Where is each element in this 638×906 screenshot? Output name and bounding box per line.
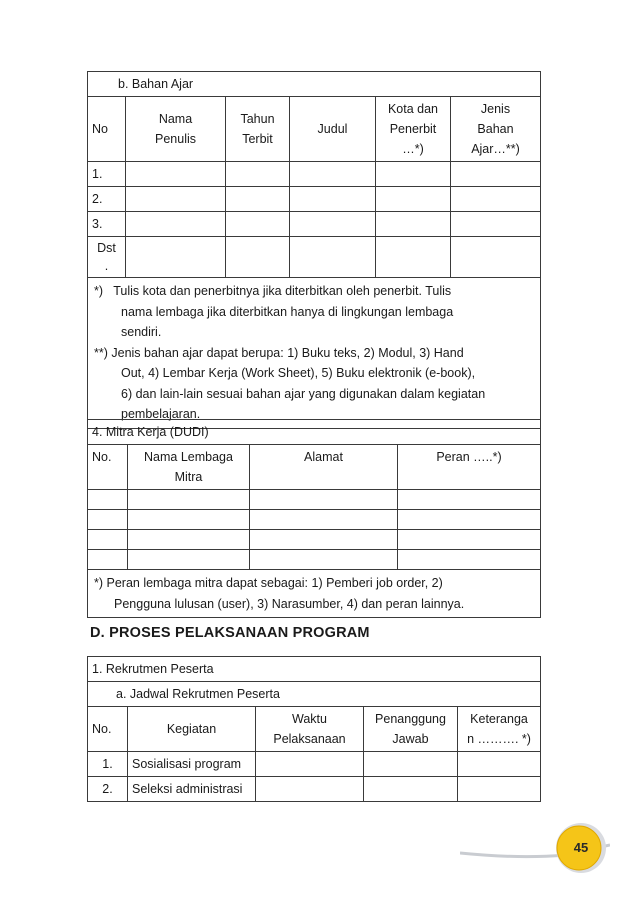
- header-jenis-bahan: Jenis Bahan Ajar…**): [451, 97, 541, 162]
- table-row: [88, 237, 541, 278]
- note-2-line-3: 6) dan lain-lain sesuai bahan ajar yang digunakan dalam kegiatan: [121, 386, 486, 401]
- bahan-ajar-notes: [88, 278, 541, 429]
- row-number: 2.: [88, 187, 126, 212]
- row-number: 2.: [88, 777, 128, 802]
- header-kegiatan: Kegiatan: [128, 707, 256, 752]
- note-1-line-1: *) Tulis kota dan penerbitnya jika diterbitkan oleh penerbit. Tulis: [94, 284, 452, 298]
- header-keterangan: Keteranga n ………. *): [458, 707, 541, 752]
- mitra-title: 4. Mitra Kerja (DUDI): [88, 420, 541, 445]
- header-no: No.: [88, 707, 128, 752]
- note-2-line-1: **) Jenis bahan ajar dapat berupa: 1) Buku teks, 2) Modul, 3) Hand: [94, 345, 464, 360]
- header-penanggung-jawab: Penanggung Jawab: [364, 707, 458, 752]
- header-no: No: [88, 97, 126, 162]
- note-1-line-3: sendiri.: [121, 325, 162, 339]
- row-kegiatan: Seleksi administrasi: [128, 777, 256, 802]
- mitra-note-line-2: Pengguna lulusan (user), 3) Narasumber, 4) dan peran lainnya.: [114, 596, 465, 611]
- note-2-line-4: pembelajaran.: [121, 407, 201, 421]
- row-number: 1.: [88, 752, 128, 777]
- mitra-note-line-1: *) Peran lembaga mitra dapat sebagai: 1) Pemberi job order, 2): [94, 576, 443, 590]
- rekrutmen-header-row: [88, 707, 541, 752]
- note-1-line-2: nama lembaga jika diterbitkan hanya di lingkungan lembaga: [121, 304, 454, 319]
- table-row: [88, 162, 541, 187]
- row-number: 1.: [88, 162, 126, 187]
- header-no: No.: [88, 445, 128, 490]
- mitra-note: [88, 570, 541, 618]
- rekrutmen-title: 1. Rekrutmen Peserta: [88, 657, 541, 682]
- row-kegiatan: Sosialisasi program: [128, 752, 256, 777]
- header-tahun-terbit: Tahun Terbit: [226, 97, 290, 162]
- row-number-dst: Dst .: [88, 237, 126, 278]
- bahan-ajar-header-row: [88, 97, 541, 162]
- rekrutmen-subtitle: a. Jadwal Rekrutmen Peserta: [88, 682, 541, 707]
- bahan-ajar-table: [87, 71, 541, 429]
- table-row: [88, 777, 541, 802]
- row-number: 3.: [88, 212, 126, 237]
- table-row: [88, 510, 541, 530]
- header-alamat: Alamat: [250, 445, 398, 490]
- table-row: [88, 490, 541, 510]
- header-judul: Judul: [290, 97, 376, 162]
- header-waktu: Waktu Pelaksanaan: [256, 707, 364, 752]
- table-row: [88, 187, 541, 212]
- header-peran: Peran …..*): [398, 445, 541, 490]
- header-nama-lembaga: Nama Lembaga Mitra: [128, 445, 250, 490]
- mitra-kerja-table: [87, 419, 541, 618]
- table-row: [88, 530, 541, 550]
- table-row: [88, 212, 541, 237]
- header-kota-penerbit: Kota dan Penerbit …*): [376, 97, 451, 162]
- note-2-line-2: Out, 4) Lembar Kerja (Work Sheet), 5) Buku elektronik (e-book),: [121, 366, 476, 380]
- table-row: [88, 550, 541, 570]
- mitra-header-row: [88, 445, 541, 490]
- rekrutmen-table: [87, 656, 541, 802]
- page-number: 45: [573, 840, 589, 855]
- table-row: [88, 752, 541, 777]
- header-nama-penulis: Nama Penulis: [126, 97, 226, 162]
- section-d-heading: D. PROSES PELAKSANAAN PROGRAM: [90, 625, 370, 641]
- bahan-ajar-title: b. Bahan Ajar: [88, 72, 541, 97]
